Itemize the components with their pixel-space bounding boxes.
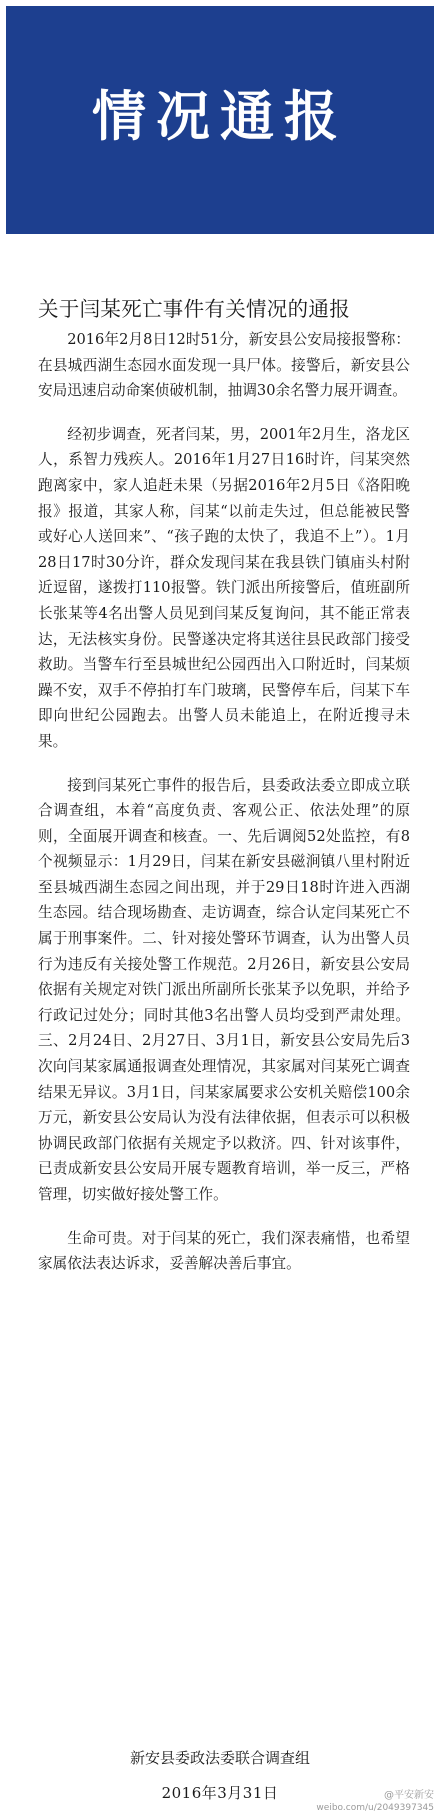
paragraph-3: 接到闫某死亡事件的报告后，县委政法委立即成立联合调查组，本着“高度负责、客观公正、依法处理”的原则，全面展开调查和核查。一、先后调阅52处监控，有8个视频显示：1月29日，闫某在新安县磁涧镇八里村附近至县城西湖生态园之间出现，并于29日18时许进入西湖生态园。结合现场勘查、走访调查，综合认定闫某死亡不属于刑事案件。二、针对接处警环节调查，认为出警人员行为违反有关接处警工作规范。2月26日，新安县公安局依据有关规定对铁门派出所副所长张某予以免职，并给予行政记过处分；同时其他3名出警人员均受到严肃处理。三、2月24日、2月27日、3月1日，新安县公安局先后3次向闫某家属通报调查处理情况，其家属对闫某死亡调查结果无异议。3月1日，闫某家属要求公安机关赔偿100余万元，新安县公安局认为没有法律依据，但表示可以积极协调民政部门依据有关规定予以救济。四、针对该事件，已责成新安县公安局开展专题教育培训，举一反三，严格管理，切实做好接处警工作。: [38, 776, 410, 1203]
watermark: [316, 1790, 434, 1814]
document-title: 关于闫某死亡事件有关情况的通报: [38, 297, 350, 321]
header-banner: [6, 6, 434, 234]
signature-organization: 新安县委政法委联合调查组: [129, 1749, 310, 1767]
document-body: [38, 327, 410, 1295]
paragraph-1: 2016年2月8日12时51分，新安县公安局接报警称：在县城西湖生态园水面发现一具尸体。接警后，新安县公安局迅速启动命案侦破机制，抽调30余名警力展开调查。: [38, 331, 410, 400]
watermark-url: weibo.com/u/2049397345: [316, 1803, 434, 1813]
paragraph-4: 生命可贵。对于闫某的死亡，我们深表痛惜，也希望家属依法表达诉求，妥善解决善后事宜。: [38, 1229, 410, 1273]
watermark-logo: @平安新安: [384, 1790, 434, 1801]
paragraph-2: 经初步调查，死者闫某，男，2001年2月生，洛龙区人，系智力残疾人。2016年1月27日16时许，闫某突然跑离家中，家人追赶未果（另据2016年2月5日《洛阳晚报》报道，其家人称，闫某“以前走失过，但总能被民警或好心人送回来”、“孩子跑的太快了，我追不上”）。1月28日17时30分许，群众发现闫某在我县铁门镇庙头村附近逗留，遂拨打110报警。铁门派出所接警后，值班副所长张某等4名出警人员见到闫某反复询问，其不能正常表达，无法核实身份。民警遂决定将其送往县民政部门接受救助。当警车行至县城世纪公园西出入口附近时，闫某烦躁不安，双手不停拍打车门玻璃，民警停车后，闫某下车即向世纪公园跑去。出警人员未能追上，在附近搜寻未果。: [38, 425, 410, 750]
banner-title: 情况通报: [92, 85, 348, 148]
signature-date: 2016年3月31日: [161, 1784, 279, 1802]
